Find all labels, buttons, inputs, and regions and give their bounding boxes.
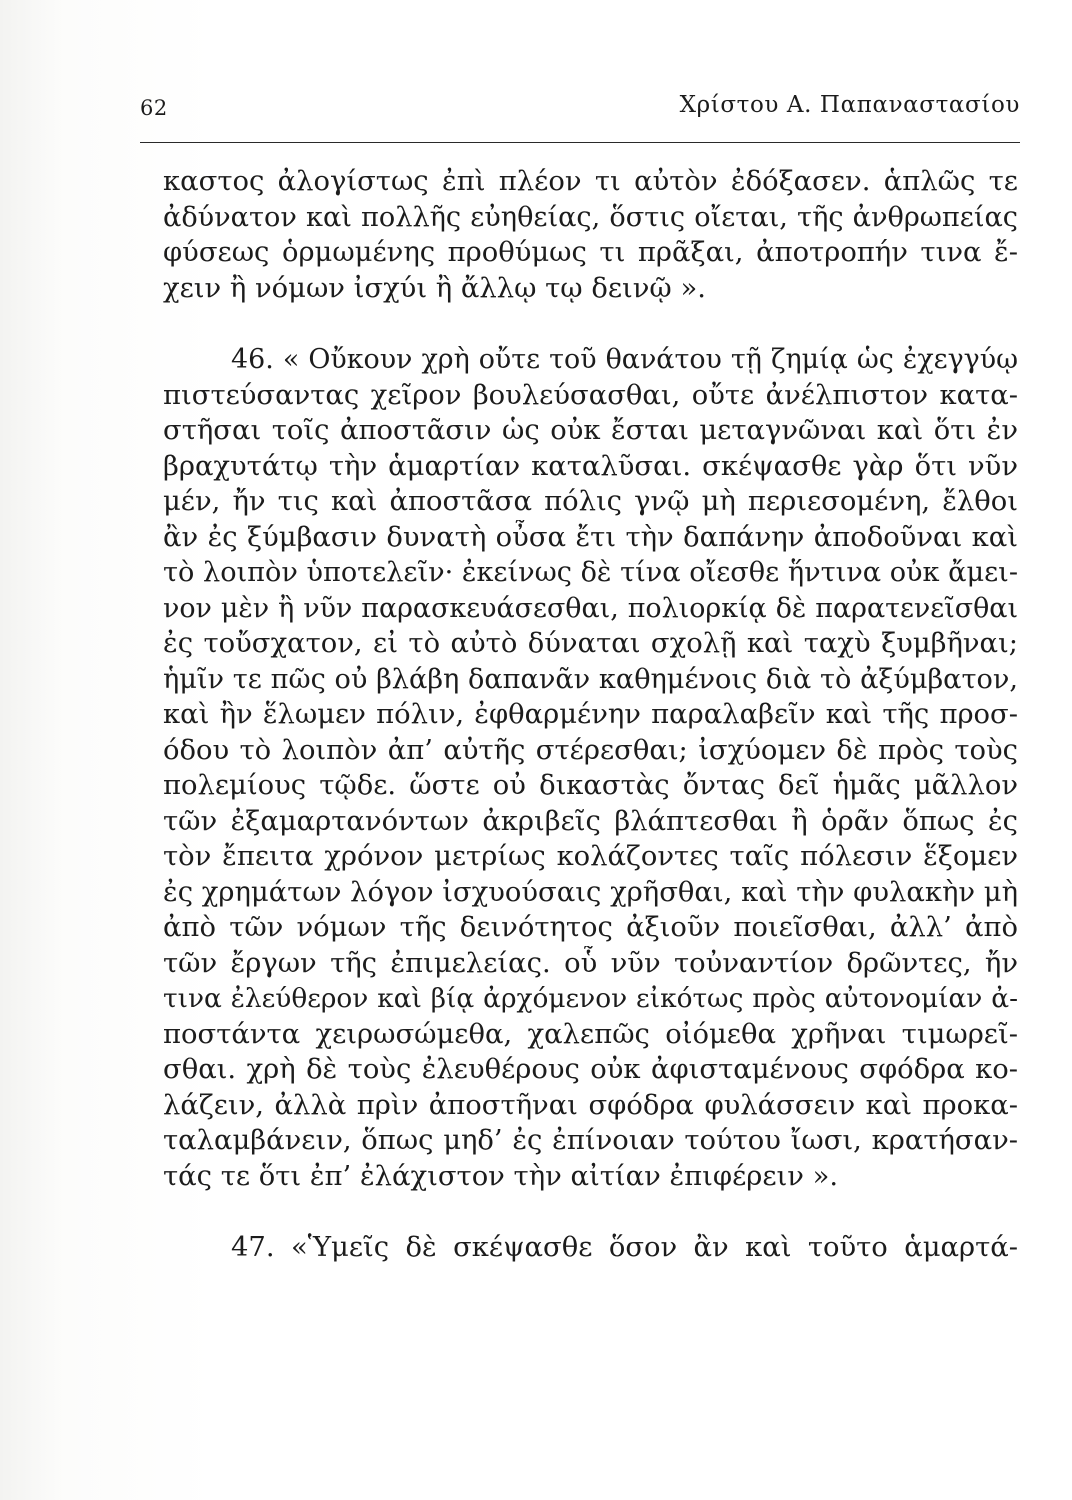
running-head: Χρίστου Α. Παπαναστασίου bbox=[679, 92, 1020, 118]
text-line: μέν, ἤν τις καὶ ἀποστᾶσα πόλις γνῷ μὴ περιεσομένη, ἔλθοι bbox=[163, 486, 1018, 517]
page-header bbox=[140, 86, 1020, 126]
text-line: καστος ἀλογίστως ἐπὶ πλέον τι αὐτὸν ἐδόξασεν. ἁπλῶς τε bbox=[163, 166, 1018, 197]
text-line: σθαι. χρὴ δὲ τοὺς ἐλευθέρους οὐκ ἀφισταμένους σφόδρα κο- bbox=[163, 1054, 1018, 1085]
paragraph-gap bbox=[163, 306, 1018, 342]
paragraph-47 bbox=[163, 1230, 1018, 1266]
text-line: χειν ἢ νόμων ἰσχύι ἢ ἄλλῳ τῳ δεινῷ ». bbox=[163, 272, 706, 304]
text-line: πιστεύσαντας χεῖρον βουλεύσασθαι, οὔτε ἀνέλπιστον κατα- bbox=[163, 379, 1018, 411]
text-line: ἂν ἐς ξύμβασιν δυνατὴ οὖσα ἔτι τὴν δαπάνην ἀποδοῦναι καὶ bbox=[163, 521, 1018, 553]
text-line: φύσεως ὁρμωμένης προθύμως τι πρᾶξαι, ἀποτροπήν τινα ἔ- bbox=[163, 237, 1018, 268]
text-line: νον μὲν ἢ νῦν παρασκευάσεσθαι, πολιορκίᾳ δὲ παρατενεῖσθαι bbox=[163, 592, 1018, 624]
text-line: ἡμῖν τε πῶς οὐ βλάβη δαπανᾶν καθημένοις διὰ τὸ ἀξύμβατον, bbox=[163, 663, 1018, 695]
text-line: 47. «Ὑμεῖς δὲ σκέψασθε ὅσον ἂν καὶ τοῦτο ἁμαρτά- bbox=[231, 1232, 1018, 1263]
text-line: ταλαμβάνειν, ὅπως μηδ’ ἐς ἐπίνοιαν τούτου ἴωσι, κρατήσαν- bbox=[163, 1125, 1018, 1156]
text-line: ποστάντα χειρωσώμεθα, χαλεπῶς οἰόμεθα χρῆναι τιμωρεῖ- bbox=[163, 1018, 1018, 1050]
body-text bbox=[163, 164, 1018, 1266]
paragraph-gap bbox=[163, 1194, 1018, 1230]
text-line: ἀπὸ τῶν νόμων τῆς δεινότητος ἀξιοῦν ποιεῖσθαι, ἀλλ’ ἀπὸ bbox=[163, 912, 1018, 943]
text-line: τὸν ἔπειτα χρόνον μετρίως κολάζοντες ταῖς πόλεσιν ἕξομεν bbox=[163, 841, 1018, 872]
text-line: ἀδύνατον καὶ πολλῆς εὐηθείας, ὅστις οἴεται, τῆς ἀνθρωπείας bbox=[163, 201, 1018, 233]
text-line: ἐς τοὔσχατον, εἰ τὸ αὐτὸ δύναται σχολῇ καὶ ταχὺ ξυμβῆναι; bbox=[163, 628, 1018, 659]
header-rule bbox=[140, 142, 1020, 143]
page-number: 62 bbox=[140, 96, 168, 120]
text-line: καὶ ἢν ἕλωμεν πόλιν, ἐφθαρμένην παραλαβεῖν καὶ τῆς προσ- bbox=[163, 699, 1018, 730]
text-line: τινα ἐλεύθερον καὶ βίᾳ ἀρχόμενον εἰκότως πρὸς αὐτονομίαν ἀ- bbox=[163, 983, 1018, 1014]
text-line: τὸ λοιπὸν ὑποτελεῖν· ἐκείνως δὲ τίνα οἴεσθε ἥντινα οὐκ ἄμει- bbox=[163, 557, 1018, 588]
text-line: βραχυτάτῳ τὴν ἁμαρτίαν καταλῦσαι. σκέψασθε γὰρ ὅτι νῦν bbox=[163, 450, 1018, 482]
text-line: τῶν ἐξαμαρτανόντων ἀκριβεῖς βλάπτεσθαι ἢ ὁρᾶν ὅπως ἐς bbox=[163, 805, 1018, 837]
text-line: ἐς χρημάτων λόγον ἰσχυούσαις χρῆσθαι, καὶ τὴν φυλακὴν μὴ bbox=[163, 876, 1018, 908]
paragraph-46 bbox=[163, 342, 1018, 1194]
text-line: τάς τε ὅτι ἐπ’ ἐλάχιστον τὴν αἰτίαν ἐπιφέρειν ». bbox=[163, 1160, 839, 1192]
text-line: 46. « Οὔκουν χρὴ οὔτε τοῦ θανάτου τῇ ζημίᾳ ὡς ἐχεγγύῳ bbox=[231, 344, 1018, 375]
text-line: όδου τὸ λοιπὸν ἀπ’ αὐτῆς στέρεσθαι; ἰσχύομεν δὲ πρὸς τοὺς bbox=[163, 734, 1018, 766]
text-line: πολεμίους τῷδε. ὥστε οὐ δικαστὰς ὄντας δεῖ ἡμᾶς μᾶλλον bbox=[163, 770, 1018, 801]
text-line: τῶν ἔργων τῆς ἐπιμελείας. οὗ νῦν τοὐναντίον δρῶντες, ἤν bbox=[163, 947, 1018, 979]
text-line: λάζειν, ἀλλὰ πρὶν ἀποστῆναι σφόδρα φυλάσσειν καὶ προκα- bbox=[163, 1089, 1018, 1121]
paragraph-continuation bbox=[163, 164, 1018, 306]
text-line: στῆσαι τοῖς ἀποστᾶσιν ὡς οὐκ ἔσται μεταγνῶναι καὶ ὅτι ἐν bbox=[163, 415, 1018, 446]
